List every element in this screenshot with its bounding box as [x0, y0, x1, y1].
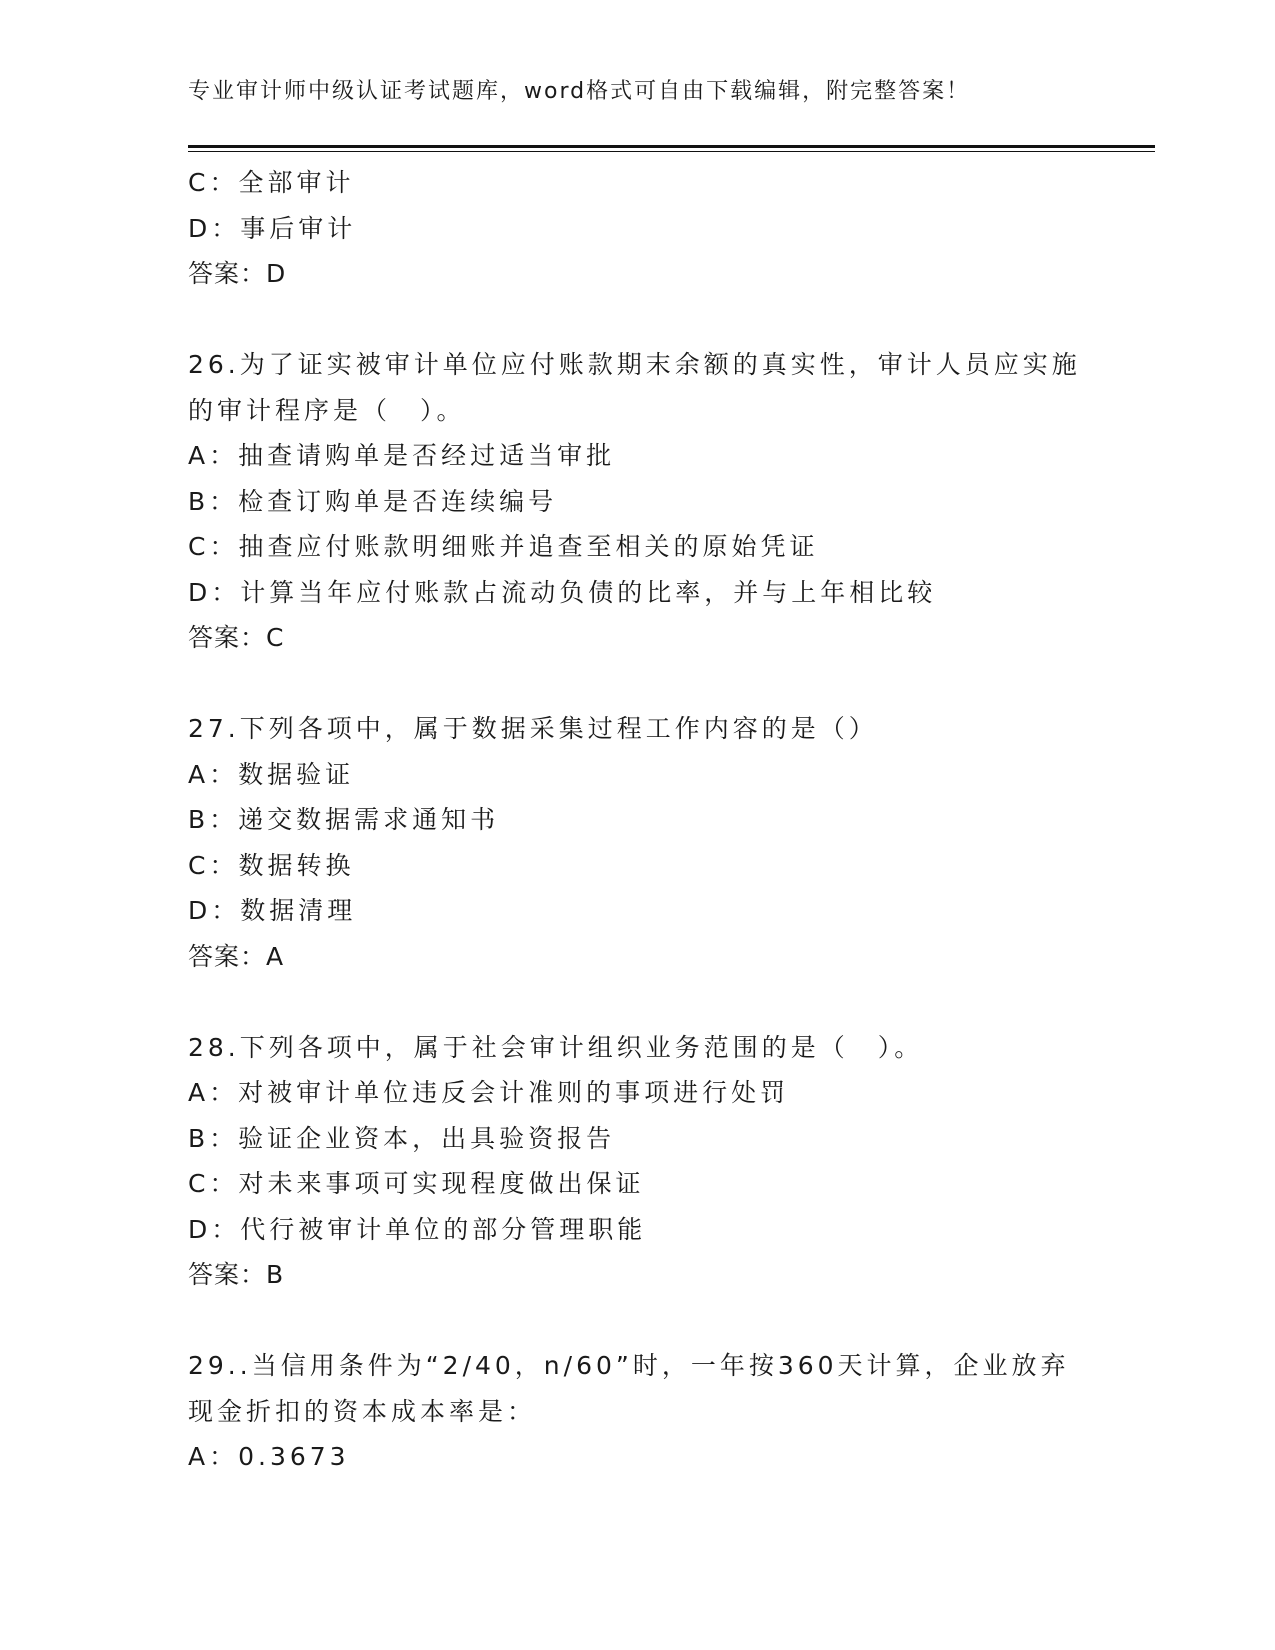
header-rule-thin: [188, 151, 1155, 152]
option-d: D：计算当年应付账款占流动负债的比率，并与上年相比较: [188, 577, 937, 607]
option-b: B：检查订购单是否连续编号: [188, 486, 558, 516]
question-stem: 26.为了证实被审计单位应付账款期末余额的真实性，审计人员应实施: [188, 350, 1081, 379]
answer: 答案：D: [188, 259, 287, 288]
option-a: A：0.3673: [188, 1442, 350, 1471]
question-content: [188, 160, 1088, 1480]
option-d: D：数据清理: [188, 896, 357, 925]
question-stem: 现金折扣的资本成本率是：: [188, 1396, 537, 1426]
answer: 答案：C: [188, 623, 285, 652]
option-c: C：对未来事项可实现程度做出保证: [188, 1169, 645, 1198]
header-rule-thick: [188, 145, 1155, 148]
question-stem: 的审计程序是（ ）。: [188, 395, 466, 425]
option-c: C：全部审计: [188, 168, 355, 197]
option-a: A：对被审计单位违反会计准则的事项进行处罚: [188, 1078, 790, 1107]
answer: 答案：B: [188, 1260, 285, 1289]
prev-question: [188, 160, 1088, 297]
spacer: [188, 661, 1088, 707]
option-d: D：代行被审计单位的部分管理职能: [188, 1214, 647, 1244]
option-c: C：抽查应付账款明细账并追查至相关的原始凭证: [188, 532, 819, 561]
question-stem: 27.下列各项中，属于数据采集过程工作内容的是（）: [188, 714, 878, 743]
question-28: [188, 1025, 1088, 1298]
option-c: C：数据转换: [188, 850, 355, 880]
option-a: A：抽查请购单是否经过适当审批: [188, 441, 616, 470]
question-29: [188, 1343, 1088, 1480]
option-b: B：验证企业资本，出具验资报告: [188, 1123, 616, 1153]
option-b: B：递交数据需求通知书: [188, 805, 500, 834]
spacer: [188, 297, 1088, 343]
spacer: [188, 1298, 1088, 1344]
question-26: [188, 342, 1088, 661]
question-stem: 28.下列各项中，属于社会审计组织业务范围的是（ ）。: [188, 1032, 924, 1062]
answer: 答案：A: [188, 941, 285, 971]
option-a: A：数据验证: [188, 759, 355, 789]
page-header: 专业审计师中级认证考试题库，word格式可自由下载编辑，附完整答案！: [188, 79, 971, 104]
option-d: D：事后审计: [188, 213, 357, 243]
question-stem: 29..当信用条件为“2/40，n/60”时，一年按360天计算，企业放弃: [188, 1351, 1070, 1380]
question-27: [188, 706, 1088, 979]
spacer: [188, 979, 1088, 1025]
